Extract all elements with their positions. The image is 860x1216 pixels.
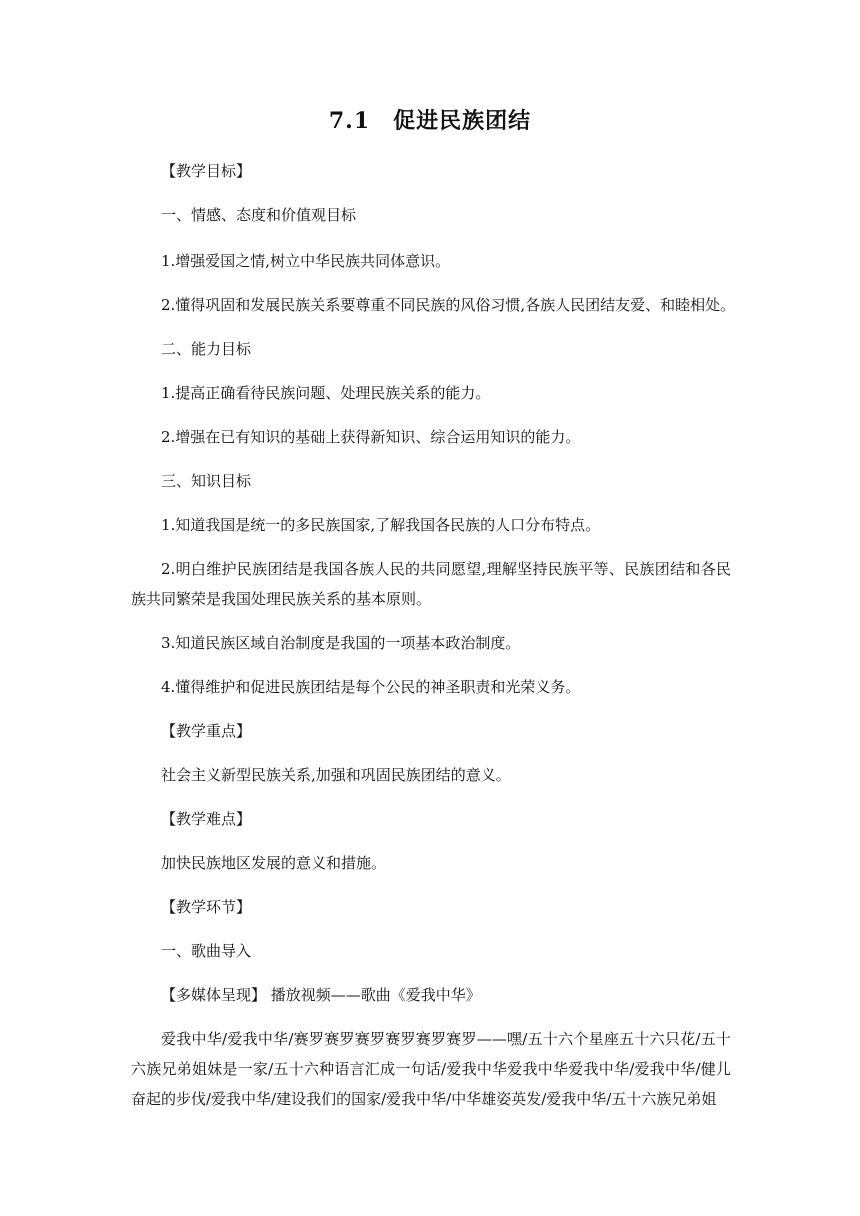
list-item: 1.知道我国是统一的多民族国家,了解我国各民族的人口分布特点。 xyxy=(161,516,601,534)
list-item: 2.懂得巩固和发展民族关系要尊重不同民族的风俗习惯,各族人民团结友爱、和睦相处。 xyxy=(161,296,736,314)
heading-teaching-goals: 【教学目标】 xyxy=(161,162,252,180)
document-title: 7.1 促进民族团结 xyxy=(328,108,532,134)
list-item-wrapped: 2.明白维护民族团结是我国各族人民的共同愿望,理解坚持民族平等、民族团结和各民族共同繁荣是我国处理民族关系的基本原则。 xyxy=(131,560,731,608)
section-heading-song-intro: 一、歌曲导入 xyxy=(161,942,252,960)
heading-difficulties: 【教学难点】 xyxy=(161,810,252,828)
heading-key-points: 【教学重点】 xyxy=(161,722,252,740)
list-item: 4.懂得维护和促进民族团结是每个公民的神圣职责和光荣义务。 xyxy=(161,678,581,696)
heading-teaching-steps: 【教学环节】 xyxy=(161,898,252,916)
section-heading-ability: 二、能力目标 xyxy=(161,340,252,358)
section-heading-knowledge: 三、知识目标 xyxy=(161,472,252,490)
difficulties-text: 加快民族地区发展的意义和措施。 xyxy=(161,854,387,872)
list-item: 3.知道民族区域自治制度是我国的一项基本政治制度。 xyxy=(161,634,521,652)
multimedia-note: 【多媒体呈现】 播放视频——歌曲《爱我中华》 xyxy=(161,986,481,1004)
list-item: 1.提高正确看待民族问题、处理民族关系的能力。 xyxy=(161,384,491,402)
list-item: 1.增强爱国之情,树立中华民族共同体意识。 xyxy=(161,252,451,270)
song-lyrics: 爱我中华/爱我中华/赛罗赛罗赛罗赛罗赛罗赛罗——嘿/五十六个星座五十六只花/五十六族兄弟姐妹是一家/五十六种语言汇成一句话/爱我中华爱我中华爱我中华/爱我中华/健儿奋起的步伐/爱我中华/建设我们的国家/爱我中华/中华雄姿英发/爱我中华/五十六族兄弟姐 xyxy=(131,1030,731,1108)
key-points-text: 社会主义新型民族关系,加强和巩固民族团结的意义。 xyxy=(161,766,511,784)
list-item: 2.增强在已有知识的基础上获得新知识、综合运用知识的能力。 xyxy=(161,428,581,446)
section-heading-emotion: 一、情感、态度和价值观目标 xyxy=(161,206,357,224)
